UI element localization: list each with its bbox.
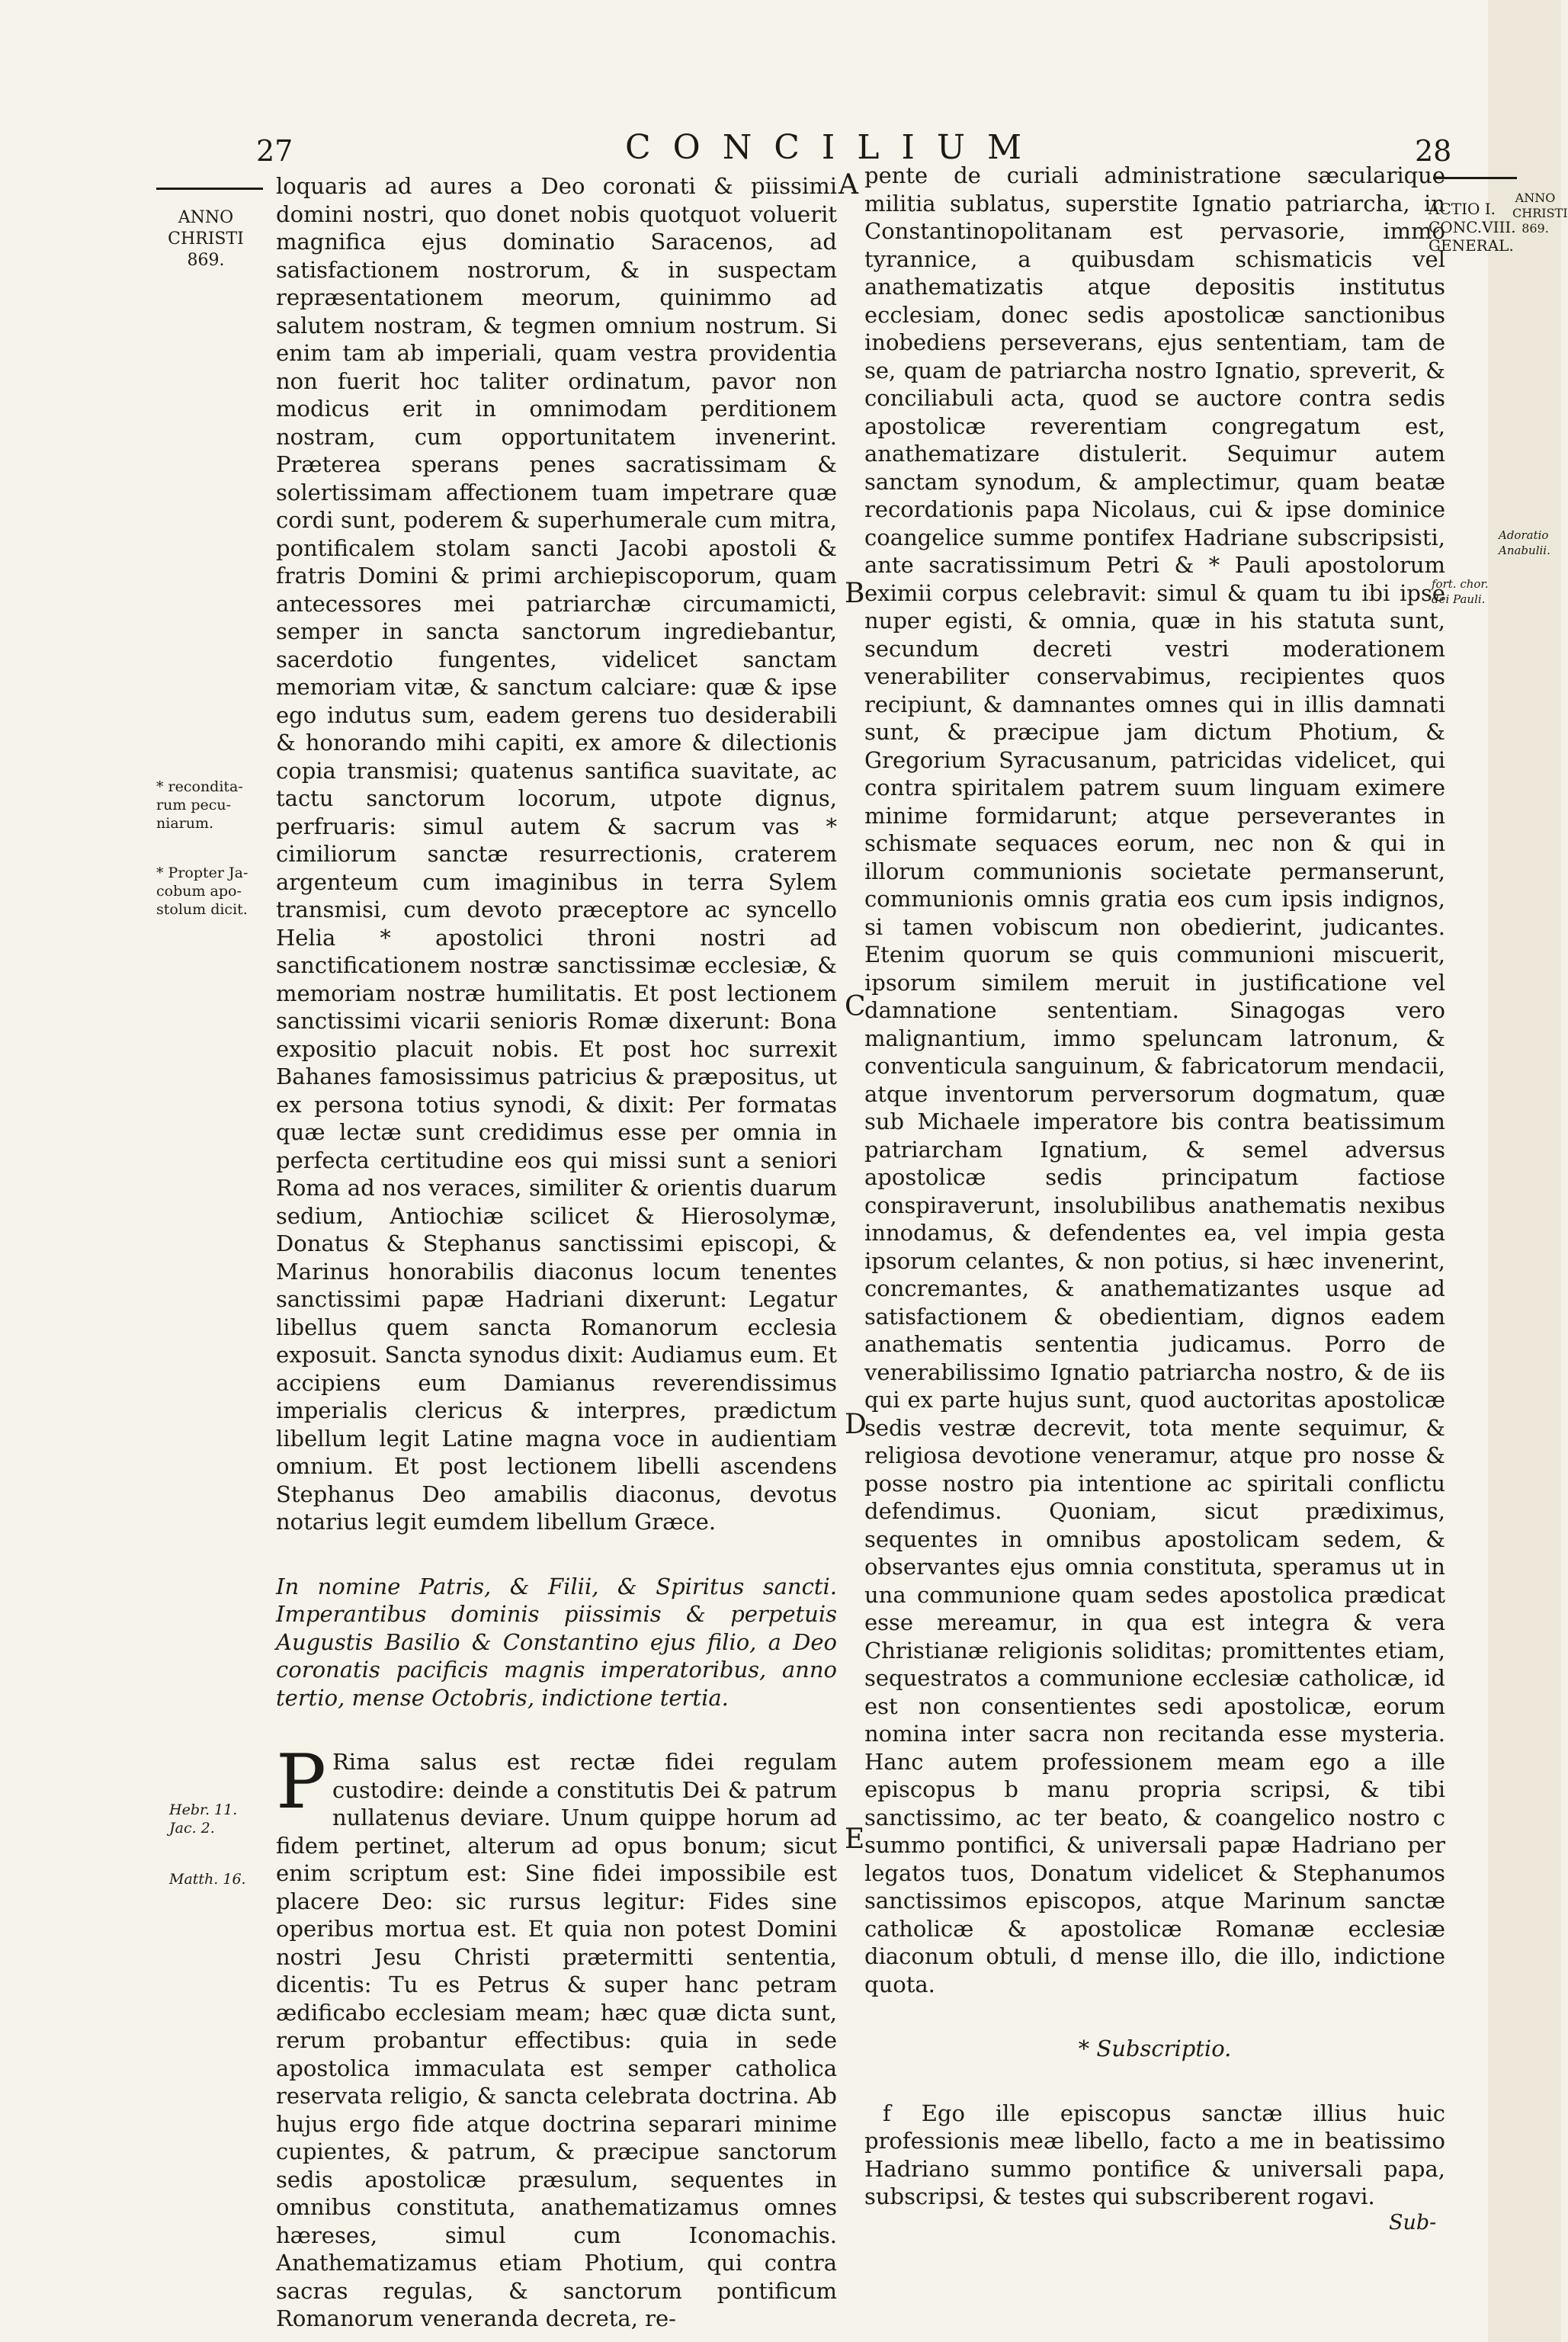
catchword: Sub-	[1389, 2211, 1437, 2235]
right-paragraph-1: pente de curiali administratione sæcularique militia sublatus, superstite Ignatio patriarcha, in Constantinopolitanam est pervasorie, immo tyrannice, a quibusdam schismaticis vel anathematizatis atque depositis institutus ecclesiam, donec sedis apostolicæ sanctionibus inobediens perseverans, ejus sententiam, tam de se, quam de patriarcha nostro Ignatio, spreverit, & conciliabuli acta, quod se auctore contra sedis apostolicæ reverentiam congregatum est, anathematizare distulerit. Sequimur autem sanctam synodum, & amplectimur, quam beatæ recordationis papa Nicolaus, cui & ipse dominice coangelice summe pontifex Hadriane subscripsisti, ante sacratissimum Petri & * Pauli apostolorum eximii corpus celebravit: simul & quam tu ibi ipse nuper egisti, & omnia, quæ in his statuta sunt, secundum decreti vestri moderationem venerabiliter conservabimus, recipientes quos recipiunt, & damnantes omnes qui in illis damnati sunt, & præcipue jam dictum Photium, & Gregorium Syracusanum, patricidas videlicet, qui contra spiritalem patrem suum linguam eximere minime formidarunt; atque perseverantes in schismate sequaces eorum, nec non & qui in illorum communionis societate permanserunt, communionis omnis gratia eos cum ipsis indignos, si tamen vobiscum non obedierint, judicantes. Etenim quorum se quis communioni miscuerit, ipsorum similem meruit in justificatione vel damnatione sententiam. Sinagogas vero malignantium, immo speluncam latronum, & conventicula sanguinum, & fabricatorum mendacii, atque inventorum perversorum dogmatum, quæ sub Michaele imperatore bis contra beatissimum patriarcham Ignatium, & semel adversus apostolicæ sedis principatum factiose conspiraverunt, insolubilibus anathematis nexibus innodamus, & defendentes ea, vel impia gesta ipsorum celantes, & non potius, si hæc invenerint, concremantes, & anathematizantes usque ad satisfactionem & obedientiam, dignos eadem anathematis sententia judicamus. Porro de venerabilissimo Ignatio patriarcha nostro, & de iis qui ex parte hujus sunt, quod auctoritas apostolicæ sedis vestræ decrevit, tota mente sequimur, & religiosa devotione veneramur, atque pro nosse & posse nostro pia intentione ac spiritali conflictu defendimus. Quoniam, sicut prædiximus, sequentes in omnibus apostolicam sedem, & observantes ejus omnia constituta, speramus ut in una communione quam sedes apostolica prædicat esse mereamur, in qua est integra & vera Christianæ religionis soliditas; promittentes etiam, sequestratos a communione ecclesiæ catholicæ, id est non consentientes sedi apostolicæ, eorum nomina inter sacra non recitanda esse mysteria. Hanc autem professionem meam ego a ille episcopus b manu propria scripsi, & tibi sanctissimo, ac ter beato, & coangelico nostro c summo pontifici, & universali papæ Hadriano per legatos tuos, Donatum videlicet & Stephanumos sanctissimos episcopos, atque Marinum sanctæ catholicæ & apostolicæ Romanæ ecclesiæ diaconum obtuli, d mense illo, die illo, indictione quota.	[864, 162, 1445, 1997]
running-title: CONCILIUM	[625, 128, 1044, 167]
section-letter-e: E	[845, 1824, 865, 1855]
page-number-left: 27	[256, 134, 293, 168]
page-edge	[1488, 0, 1568, 2342]
section-letter-d: D	[845, 1409, 867, 1440]
right-column	[864, 162, 1445, 2211]
section-letter-b: B	[845, 578, 865, 609]
margin-ref-hebr-jac: Hebr. 11. Jac. 2.	[169, 1801, 238, 1837]
left-paragraph-1: loquaris ad aures a Deo coronati & piissimi domini nostri, quo donet nobis quotquot voluerit magnifica ejus dominatio Saracenos, ad satisfactionem nostrorum, & in suspectam repræsentationem meorum, quinimmo ad salutem nostram, & tegmen omnium nostrum. Si enim tam ab imperiali, quam vestra providentia non fuerit hoc taliter ordinatum, pavor non modicus erit in omnimodam perditionem nostram, cum opportunitatem invenerint. Præterea sperans penes sacratissimam & solertissimam affectionem tuam impetrare quæ cordi sunt, poderem & superhumerale cum mitra, pontificalem stolam sancti Jacobi apostoli & fratris Domini & primi archiepiscoporum, quam antecessores mei patriarchæ circumamicti, semper in sancta sanctorum ingrediebantur, sacerdotio fungentes, videlicet sanctam memoriam vitæ, & sanctum calciare: quæ & ipse ego indutus sum, eadem gerens tuo desiderabili & honorando mihi capiti, ex amore & dilectionis copia transmisi; quatenus santifica suavitate, ac tactu sanctorum locorum, utpote dignus, perfruaris: simul autem & sacrum vas * cimiliorum sanctæ resurrectionis, craterem argenteum cum imaginibus in terra Sylem transmisi, cum devoto præceptore ac syncello Helia * apostolici throni nostri ad sanctificationem nostræ sanctissimæ ecclesiæ, & memoriam nostræ humilitatis. Et post lectionem sanctissimi vicarii senioris Romæ dixerunt: Bona expositio placuit nobis. Et post hoc surrexit Bahanes famosissimus patricius & præpositus, ut ex persona totius synodi, & dixit: Per formatas quæ lectæ sunt credidimus esse per omnia in perfecta certitudine eos qui missi sunt a seniori Roma ad nos veraces, similiter & orientis duarum sedium, Antiochiæ scilicet & Hierosolymæ, Donatus & Stephanus sanctissimi episcopi, & Marinus honorabilis diaconus locum tenentes sanctissimi papæ Hadriani dixerunt: Legatur libellus quem sancta Romanorum ecclesia exposuit. Sancta synodus dixit: Audiamus eum. Et accipiens eum Damianus reverendissimus imperialis clericus & interpres, prædictum libellum legit Latine magna voce in audientiam omnium. Et post lectionem libelli ascendens Stephanus Deo amabilis diaconus, devotus notarius legit eumdem libellum Græce.	[276, 173, 837, 1535]
left-paragraph-2: P Rima salus est rectæ fidei regulam custodire: deinde a constitutis Dei & patrum nullatenus deviare. Unum quippe horum ad fidem pertinet, alterum ad opus bonum; sicut enim scriptum est: Sine fidei impossibile est placere Deo: sic rursus legitur: Fides sine operibus mortua est. Et quia non potest Domini nostri Jesu Christi prætermitti sententia, dicentis: Tu es Petrus & super hanc petram ædificabo ecclesiam meam; hæc quæ dicta sunt, rerum probantur effectibus: quia in sede apostolica immaculata est semper catholica reservata religio, & sancta celebrata doctrina. Ab hujus ergo fide atque doctrina separari minime cupientes, & patrum, & præcipue sanctorum sedis apostolicæ præsulum, sequentes in omnibus constituta, anathematizamus omnes hæreses, simul cum Iconomachis. Anathematizamus etiam Photium, qui contra sacras regulas, & sanctorum pontificum Romanorum veneranda decreta, re-	[276, 1739, 837, 2331]
header-rule-right	[1433, 177, 1517, 179]
page-number-right: 28	[1415, 134, 1452, 168]
margin-year-left: ANNO CHRISTI 869.	[168, 208, 244, 270]
margin-note-propter-jacobum: * Propter Ja- cobum apo- stolum dicit.	[156, 865, 249, 918]
header-rule-left	[156, 188, 263, 190]
margin-ref-matth: Matth. 16.	[169, 1871, 246, 1888]
right-paragraph-2: f Ego ille episcopus sanctæ illius huic professionis meæ libello, facto a me in beatissimo Hadriano summo pontifice & universali papa, subscripsi, & testes qui subscriberent rogavi.	[864, 2100, 1445, 2209]
margin-note-fort: fort. chor. dei Pauli.	[1432, 577, 1489, 606]
subscriptio-heading: * Subscriptio.	[1078, 2036, 1232, 2061]
left-heading: In nomine Patris, & Filii, & Spiritus sancti. Imperantibus dominis piissimis & perpetuis Augustis Basilio & Constantino ejus filio, a Deo coronatis pacificis magnis imperatoribus, anno tertio, mense Octobris, indictione tertia.	[276, 1573, 837, 1711]
margin-year-right: ANNO CHRISTI 869.	[1512, 191, 1568, 236]
margin-note-reconditarum: * recondita- rum pecu- niarum.	[156, 778, 243, 832]
left-column	[276, 172, 837, 2333]
section-letter-c: C	[845, 991, 866, 1022]
margin-actio-right: ACTIO I. CONC.VIII. GENERAL.	[1429, 200, 1516, 255]
drop-cap: P	[276, 1739, 326, 1826]
margin-note-adoratio: Adoratio Anabulii.	[1499, 528, 1550, 557]
section-letter-a: A	[839, 169, 858, 201]
